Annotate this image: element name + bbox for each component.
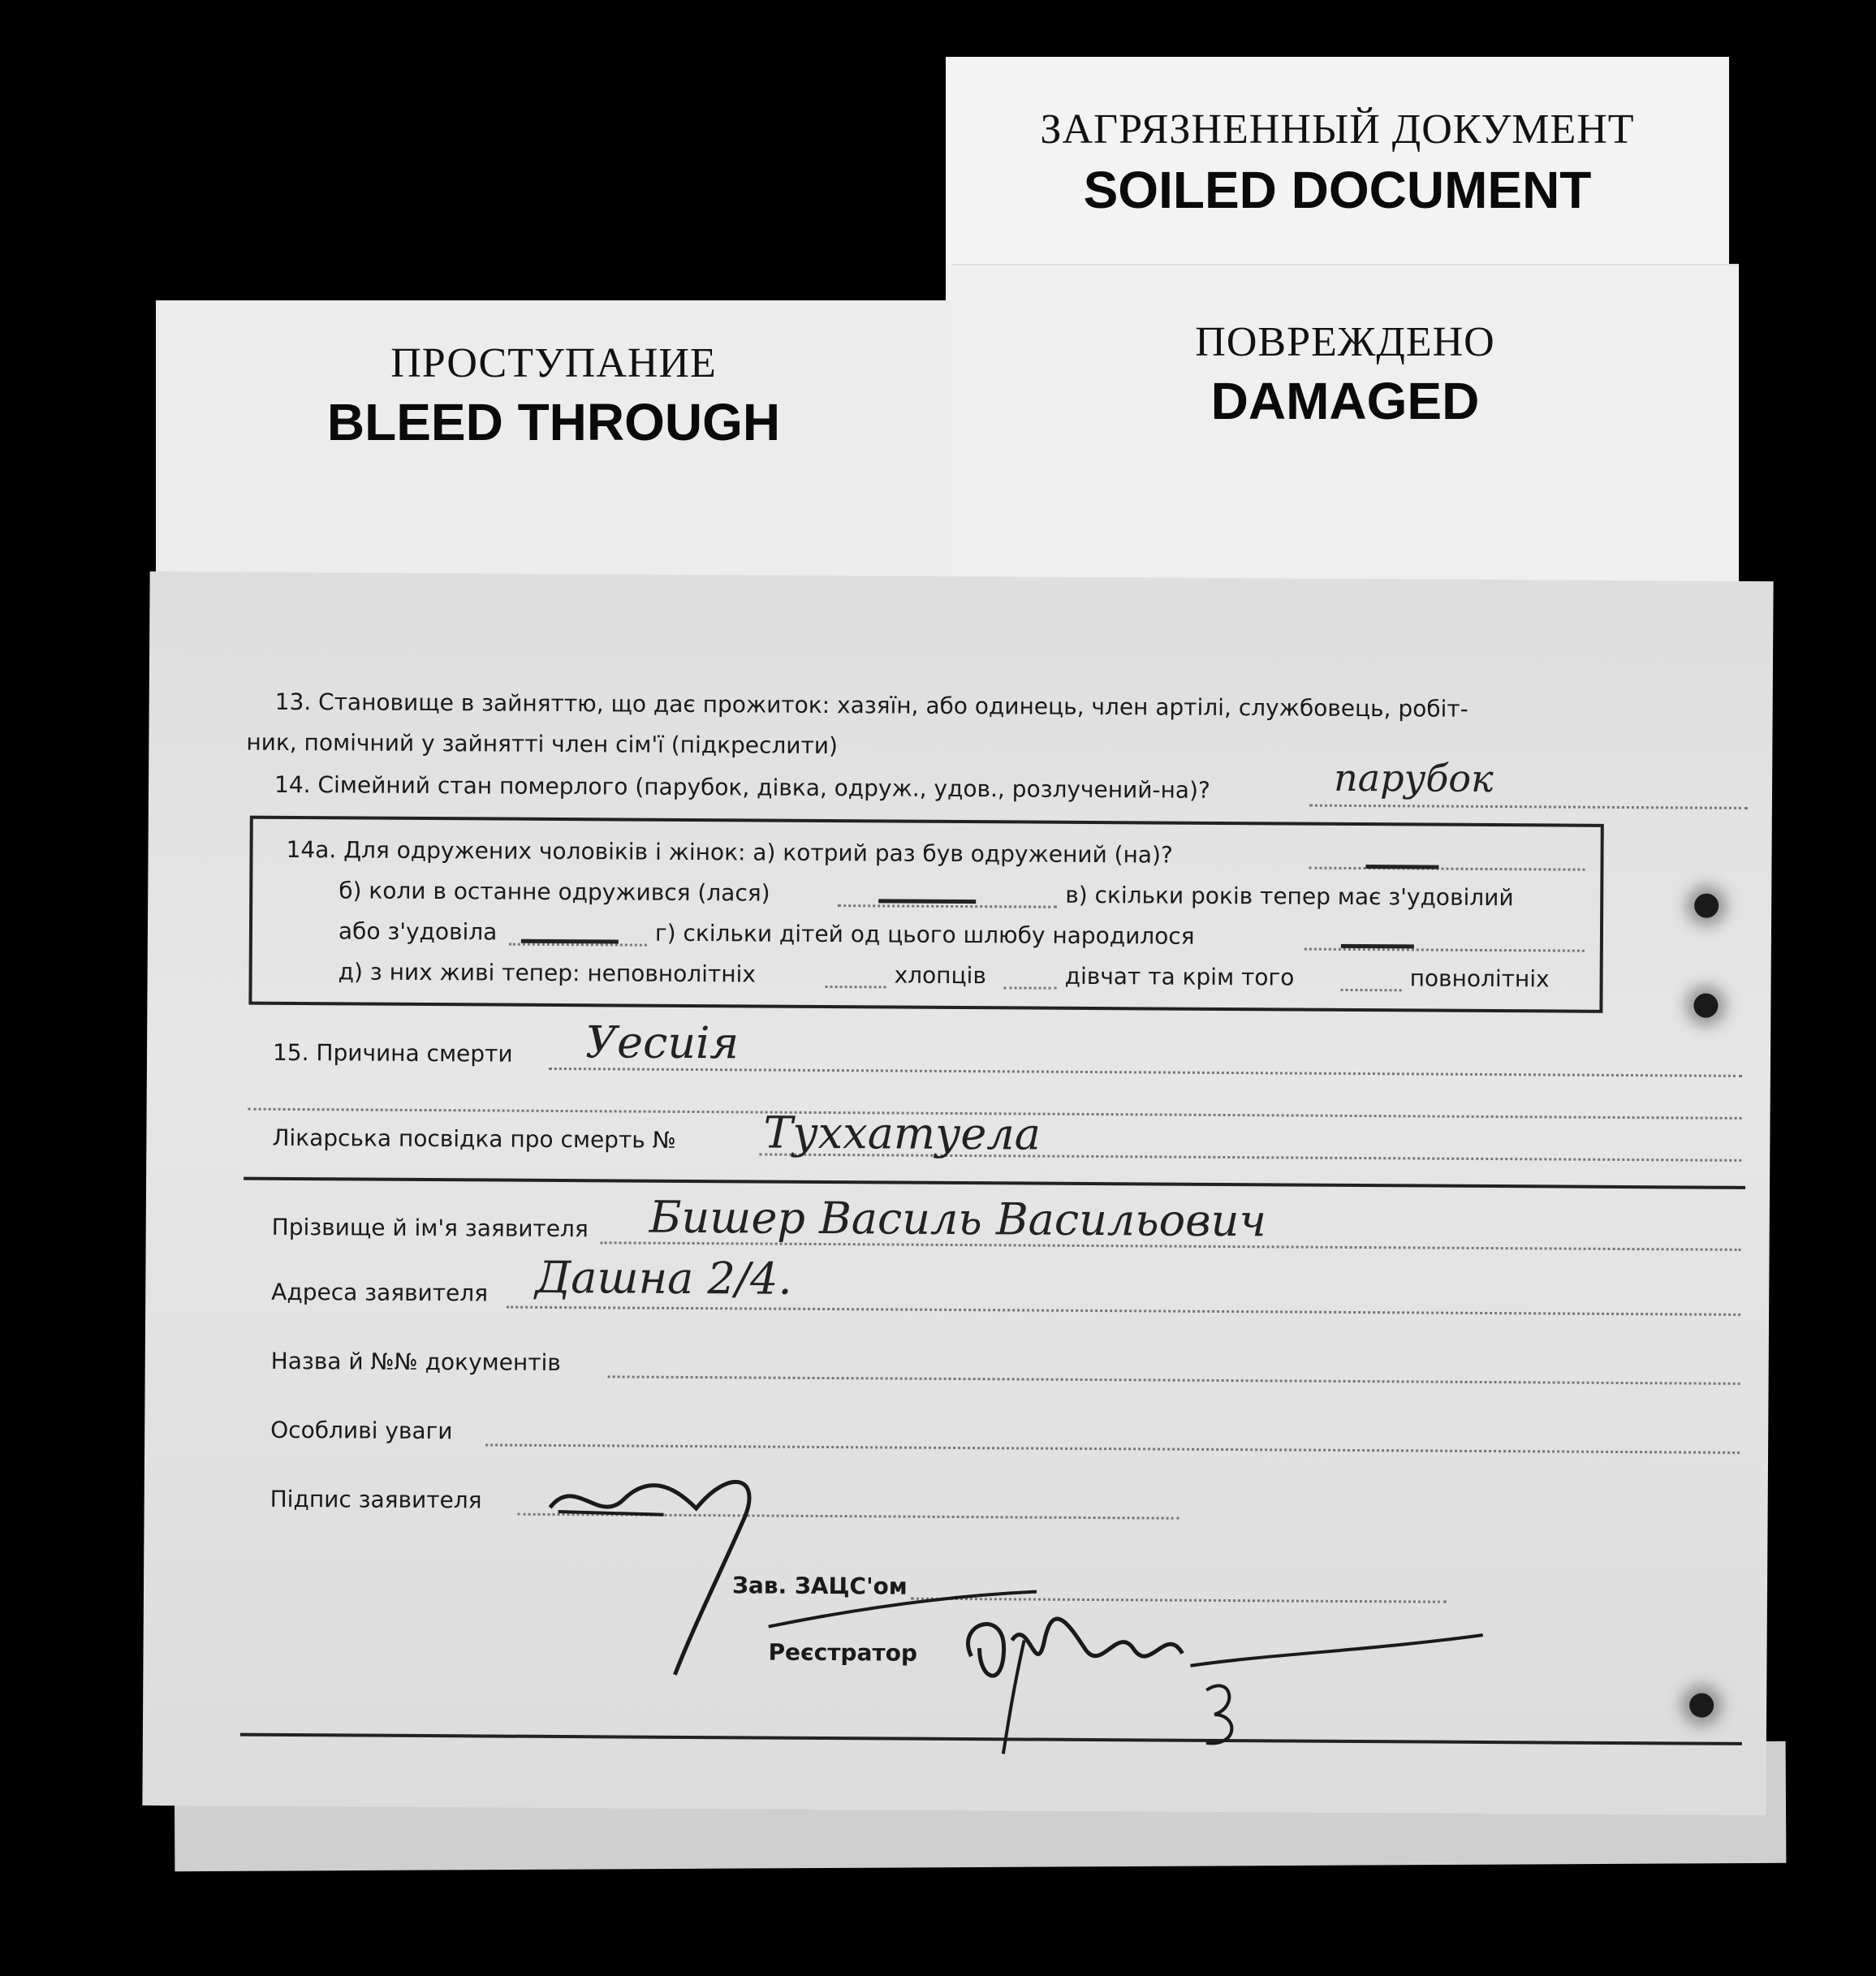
applicant-address-label: Адреса заявителя [271,1278,489,1307]
documents-line [608,1375,1740,1385]
field-15-label: 15. Причина смерти [272,1038,513,1068]
field-14-label: 14. Сімейний стан померлого (парубок, дівка, одруж., удов., розлучений-на)? [274,770,1210,804]
field-14a-girls-label: дівчат та крім того [1064,962,1295,991]
field-13-line-1: 13. Становище в зайняттю, що дає прожиток: хазяїн, або одинець, член артілі, службовець, робіт- [274,688,1468,723]
punch-hole [1693,994,1718,1018]
field-14a-d-line-1 [826,986,886,988]
notes-label: Особливі уваги [270,1416,453,1445]
applicant-name-label: Прізвище й ім'я заявителя [271,1213,589,1243]
field-14a-d-line-2 [1004,986,1057,989]
medical-certificate-label: Лікарська посвідка про смерть № [272,1124,676,1154]
damaged-card [951,264,1739,606]
punch-hole [1694,894,1719,918]
field-14a-g-label: г) скільки дітей од цього шлюбу народилося [654,919,1195,950]
registry-head-label: Зав. ЗАЦС'ом [731,1572,908,1600]
field-14a-d-line-3 [1341,989,1402,991]
soiled-label-ru: ЗАГРЯЗНЕННЫЙ ДОКУМЕНТ [1040,106,1635,153]
medical-certificate-handwriting: Туххатуела [763,1107,1042,1160]
field-15-handwriting: Уесиія [584,1016,740,1069]
punch-hole [1689,1693,1714,1718]
bleed-label-en: BLEED THROUGH [326,393,781,451]
applicant-name-handwriting: Бишер Василь Васильович [649,1191,1267,1247]
field-13-line-2: ник, помічний у зайнятті член сім'ї (підкреслити) [246,728,839,760]
field-14a-d-label: д) з них живі тепер: неповнолітніх [338,958,757,988]
registrar-label: Реєстратор [768,1638,918,1667]
field-14a-widow-dash [521,939,619,944]
field-15-line-1 [549,1068,1742,1077]
applicant-signature-label: Підпис заявителя [270,1485,482,1514]
field-14-handwriting: парубок [1333,755,1494,801]
damaged-label-ru: ПОВРЕЖДЕНО [1195,319,1495,365]
damaged-label-en: DAMAGED [1210,372,1480,430]
field-14a-boys-label: хлопців [894,961,986,990]
field-14-line [1309,805,1748,809]
field-14a-g-dash [1341,944,1414,949]
field-14a-a-dash [1365,865,1438,869]
field-14a-line-1: 14а. Для одружених чоловіків і жінок: а) котрий раз був одружений (на)? [286,835,1173,869]
field-14a-b-dash [878,899,976,904]
field-14a-v-label: в) скільки років тепер має з'удовілий [1065,881,1514,912]
bleed-label-ru: ПРОСТУПАНИЕ [390,340,717,386]
death-record-form [142,572,1773,1815]
field-14a-b-label: б) коли в останне одружився (лася) [339,877,770,907]
registrar-signature-image [947,1591,1516,1773]
section-rule [244,1177,1745,1189]
field-14a-adults-label: повнолітніх [1409,964,1550,993]
soiled-label-en: SOILED DOCUMENT [1083,161,1592,219]
applicant-address-handwriting: Дашна 2/4. [535,1251,792,1305]
documents-label: Назва й №№ документів [270,1347,561,1377]
applicant-address-line [507,1306,1740,1316]
field-14a-widow-label: або з'удовіла [338,917,498,946]
